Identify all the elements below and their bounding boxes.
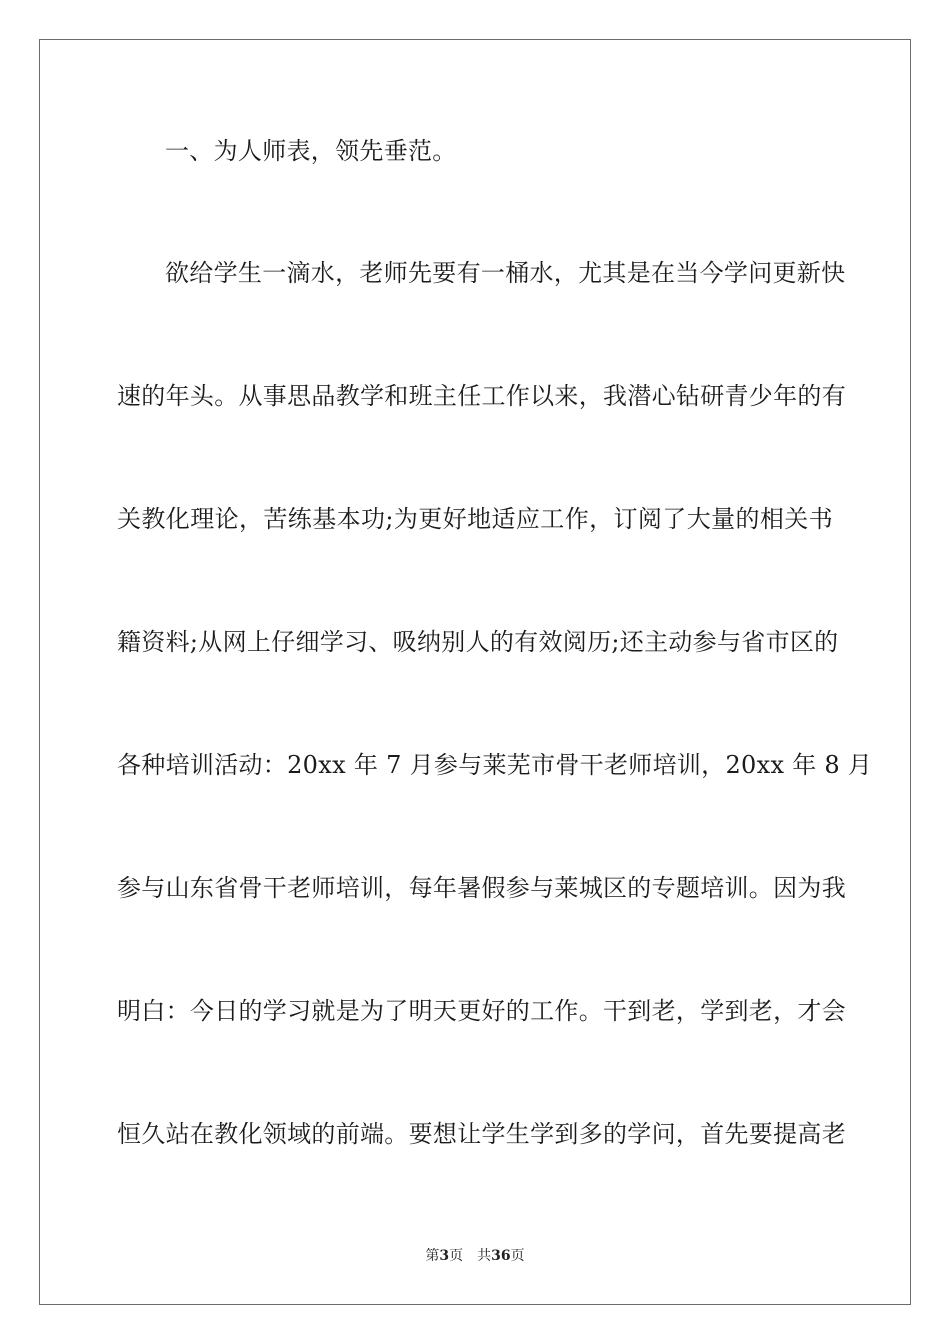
page-suffix: 页 (449, 1248, 464, 1264)
paragraph-line-8: 恒久站在教化领域的前端。要想让学生学到多的学问，首先要提高老 (117, 1120, 846, 1148)
paragraph-line-7: 明白：今日的学习就是为了明天更好的工作。干到老，学到老，才会 (117, 997, 846, 1025)
page-number: 3 (439, 1248, 450, 1264)
paragraph-line-2: 速的年头。从事思品教学和班主任工作以来，我潜心钻研青少年的有 (117, 382, 846, 410)
paragraph-line-4: 籍资料;从网上仔细学习、吸纳别人的有效阅历;还主动参与省市区的 (117, 628, 839, 656)
section-heading: 一、为人师表，领先垂范。 (165, 137, 457, 165)
paragraph-line-5: 各种培训活动：20xx 年 7 月参与莱芜市骨干老师培训，20xx 年 8 月 (117, 751, 873, 779)
paragraph-line-6: 参与山东省骨干老师培训，每年暑假参与莱城区的专题培训。因为我 (117, 874, 846, 902)
paragraph-line-3: 关教化理论，苦练基本功;为更好地适应工作，订阅了大量的相关书 (117, 505, 833, 533)
total-suffix: 页 (510, 1248, 525, 1264)
total-pages: 36 (491, 1248, 511, 1264)
page-prefix: 第 (425, 1248, 440, 1264)
total-prefix: 共 (477, 1248, 492, 1264)
paragraph-line-1: 欲给学生一滴水，老师先要有一桶水，尤其是在当今学问更新快 (165, 259, 846, 287)
page-border (39, 39, 911, 1305)
page-footer (0, 1247, 950, 1265)
